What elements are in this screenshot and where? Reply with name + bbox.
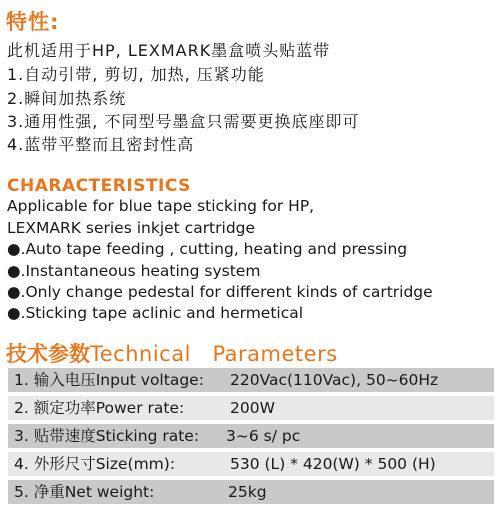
- param-row-power: [8, 396, 494, 420]
- features-cn-item-2: 2.瞬间加热系统: [7, 89, 127, 108]
- param-label: 3. 贴带速度Sticking rate:: [14, 427, 200, 445]
- param-row-weight: [8, 480, 494, 504]
- characteristics-intro-1: Applicable for blue tape sticking for HP,: [7, 197, 315, 215]
- param-row-speed: [8, 424, 494, 448]
- param-label: 1. 输入电压Input voltage:: [14, 371, 204, 389]
- param-value: 3~6 s/ pc: [226, 427, 301, 445]
- param-value: 530 (L) * 420(W) * 500 (H): [230, 455, 436, 473]
- characteristics-intro-2: LEXMARK series inkjet cartridge: [7, 219, 256, 237]
- features-cn-item-1: 1.自动引带, 剪切, 加热, 压紧功能: [7, 65, 265, 84]
- param-row-size: [8, 452, 494, 476]
- features-cn-intro: 此机适用于HP, LEXMARK墨盒喷头贴蓝带: [7, 41, 331, 60]
- characteristics-item-2: ●.Instantaneous heating system: [7, 262, 261, 280]
- param-value: 200W: [230, 399, 275, 417]
- tech-params-title-cn: 技术参数: [6, 342, 90, 366]
- param-label: 2. 额定功率Power rate:: [14, 399, 185, 417]
- characteristics-item-3: ●.Only change pedestal for different kinds of cartridge: [7, 283, 433, 301]
- features-cn-title: 特性:: [6, 10, 60, 34]
- characteristics-item-4: ●.Sticking tape aclinic and hermetical: [7, 304, 304, 322]
- characteristics-item-1: ●.Auto tape feeding , cutting, heating and pressing: [7, 240, 408, 258]
- tech-params-title-en: Technical Parameters: [90, 342, 338, 366]
- param-label: 4. 外形尺寸Size(mm):: [14, 455, 176, 473]
- characteristics-title: CHARACTERISTICS: [7, 176, 191, 196]
- param-row-voltage: [8, 368, 494, 392]
- tech-params-title: [6, 338, 338, 368]
- param-value: 25kg: [228, 483, 267, 501]
- features-cn-item-4: 4.蓝带平整而且密封性高: [7, 135, 195, 154]
- param-label: 5. 净重Net weight:: [14, 483, 155, 501]
- features-cn-item-3: 3.通用性强, 不同型号墨盒只需要更换底座即可: [7, 112, 360, 131]
- param-value: 220Vac(110Vac), 50~60Hz: [230, 371, 439, 389]
